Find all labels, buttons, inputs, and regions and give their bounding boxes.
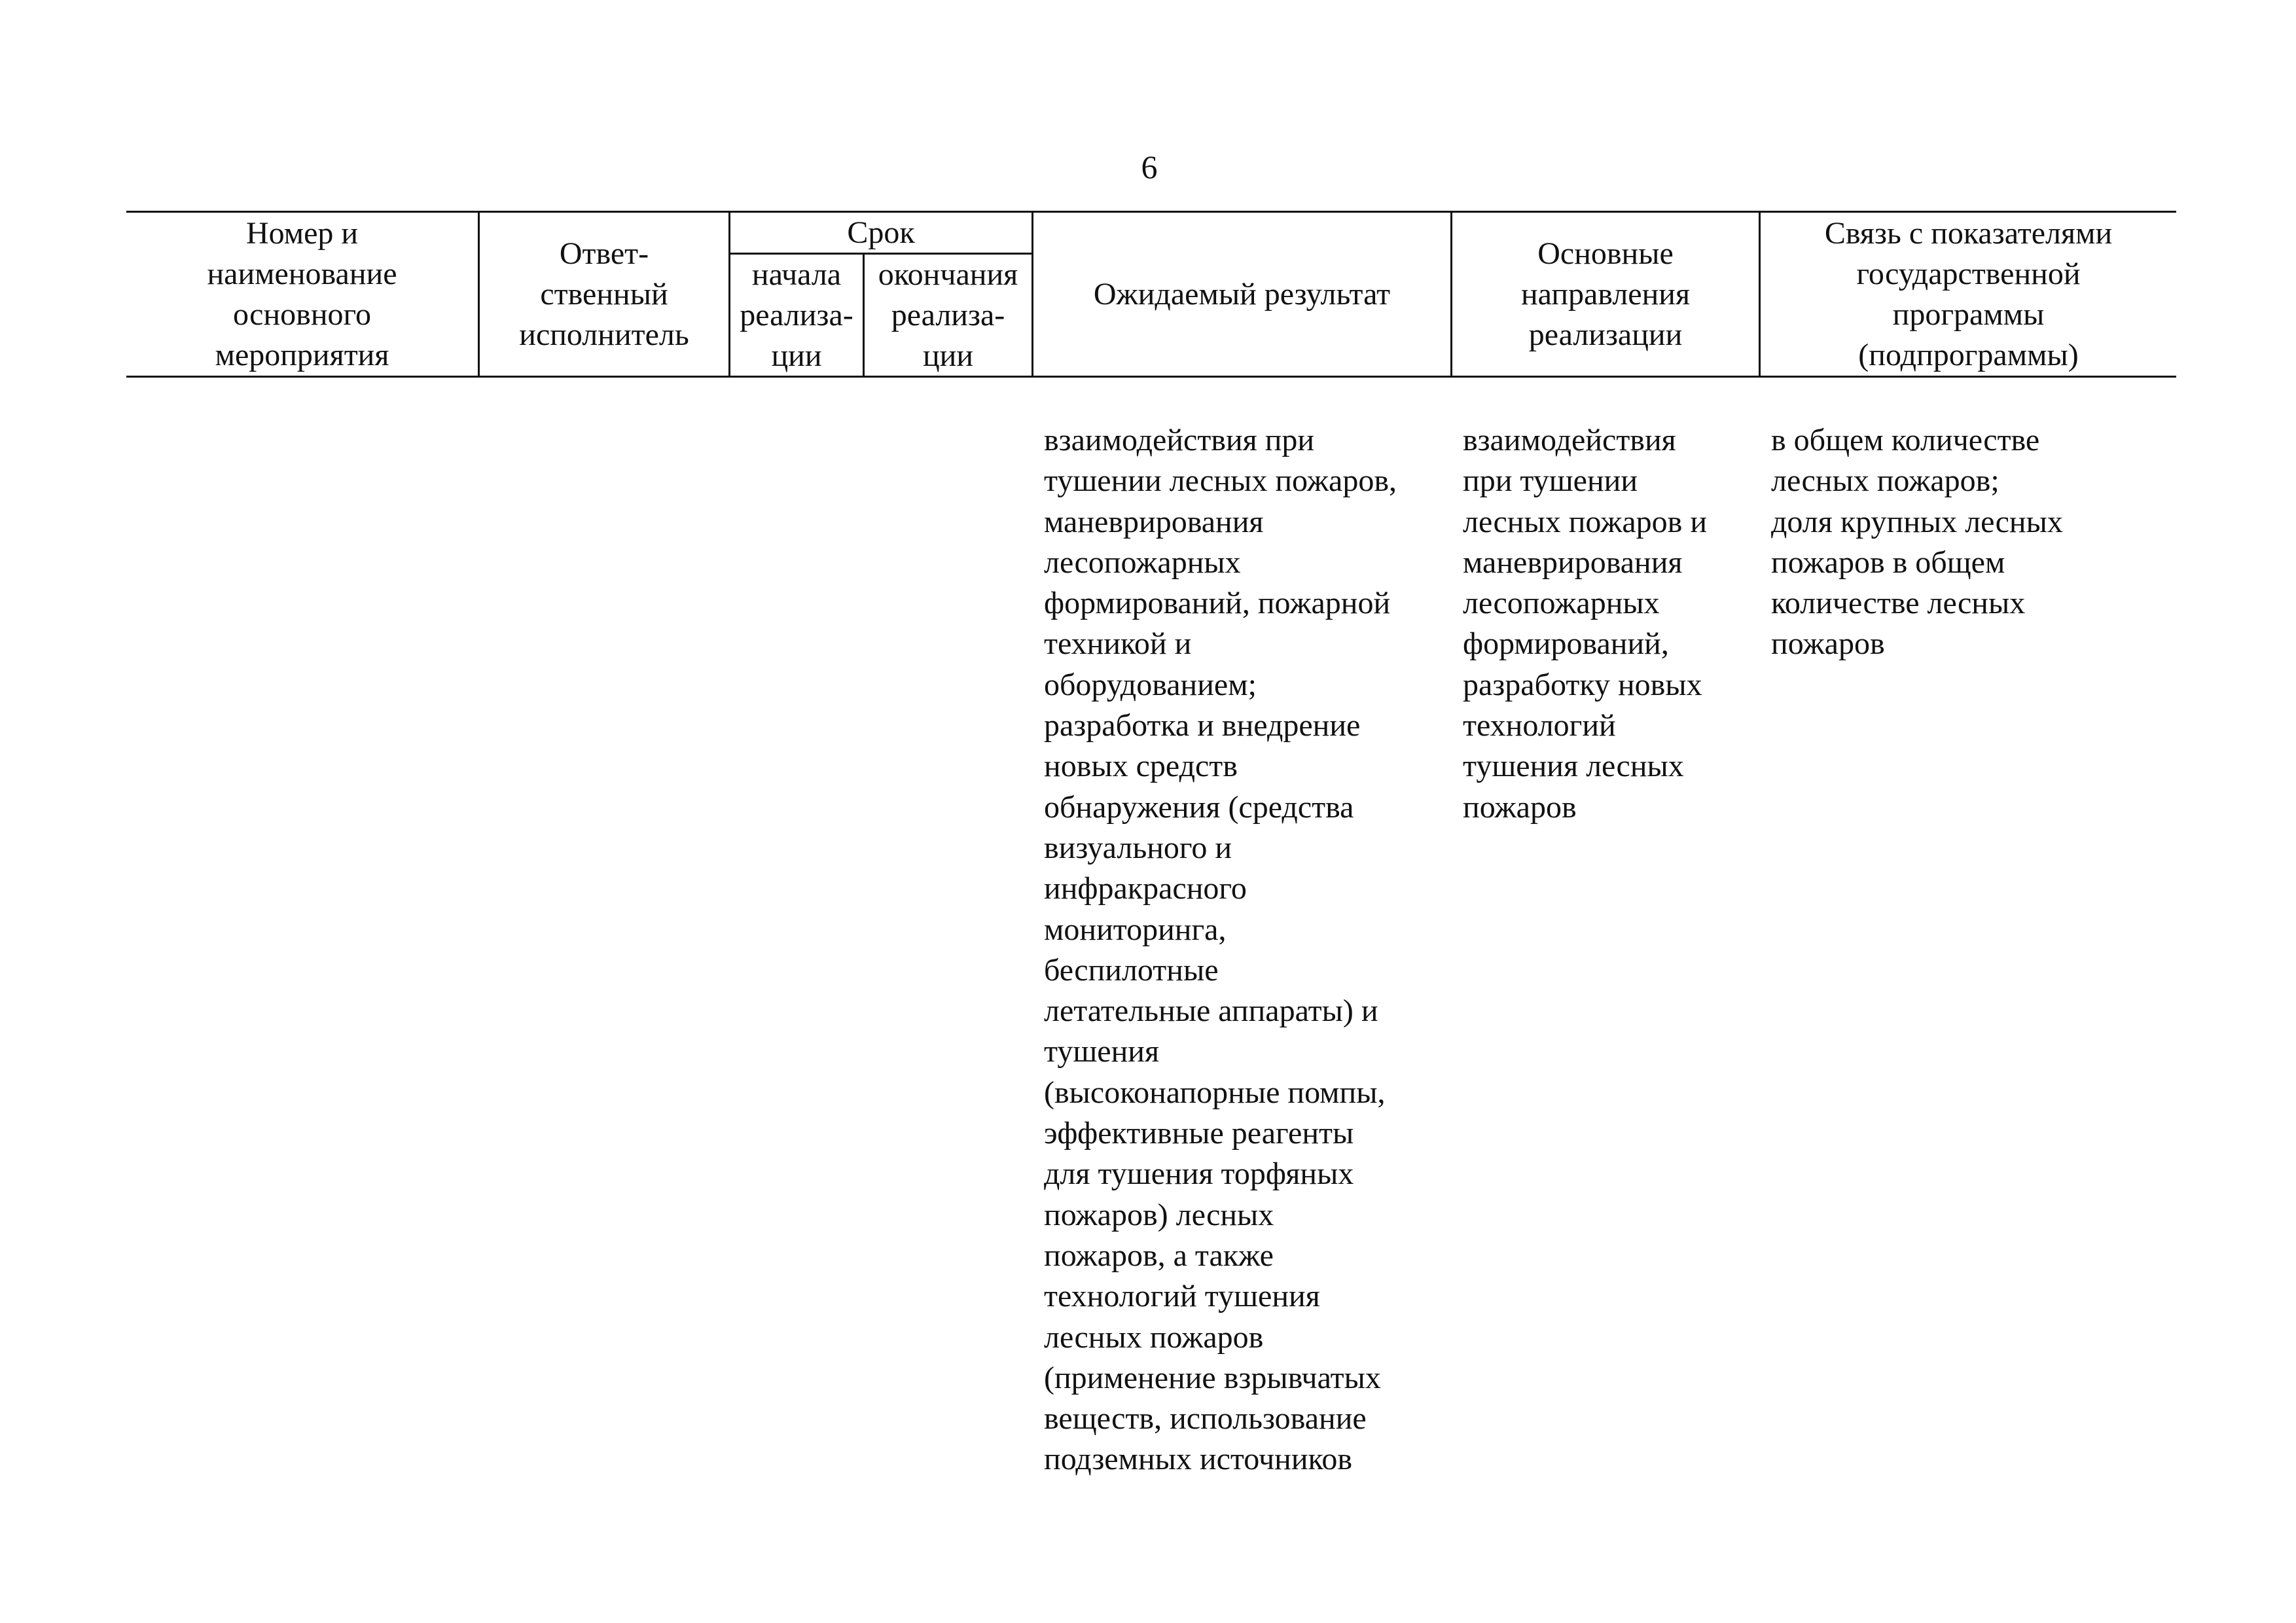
table-header: [126, 211, 2176, 378]
page-number: 6: [1141, 149, 1158, 185]
header-start: начала реализа- ции: [740, 257, 853, 373]
header-indicators: Связь с показателями государственной программы (подпрограммы): [1824, 215, 2113, 372]
header-directions: Основные направления реализации: [1520, 236, 1691, 352]
header-bottom-border: [126, 376, 2176, 378]
cell-program-indicators: в общем количестве лесных пожаров; доля крупных лесных пожаров в общем количестве лесных пожаров: [1771, 423, 2063, 662]
header-end: окончания реализа- ции: [878, 257, 1018, 373]
header-result: Ожидаемый результат: [1093, 276, 1391, 312]
header-activity: Номер и наименование основного мероприятия: [207, 215, 397, 372]
cell-main-directions: взаимодействия при тушении лесных пожаров и маневрирования лесопожарных формирований, разработку новых технологий тушения лесных пожаров: [1463, 423, 1708, 825]
header-term: Срок: [847, 215, 915, 250]
header-executor: Ответ- ственный исполнитель: [519, 236, 689, 352]
cell-expected-result: взаимодействия при тушении лесных пожаров, маневрирования лесопожарных формирований, пожарной техникой и оборудованием; разработка и внедрение новых средств обнаружения (средства визуального и инфракрасного мониторинга, беспилотные летательные аппараты) и тушения (высоконапорные помпы, эффективные реагенты для тушения торфяных пожаров) лесных пожаров, а также технологий тушения лесных пожаров (применение взрывчатых веществ, использование подземных источников: [1044, 423, 1397, 1477]
